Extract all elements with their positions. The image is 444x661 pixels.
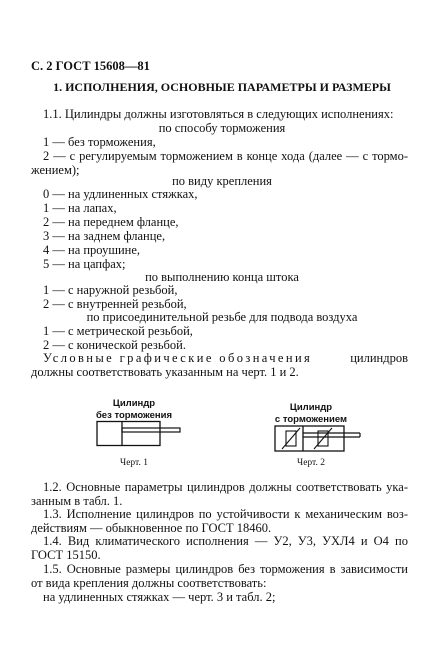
heading-by-rod-end: по выполнению конца штока bbox=[145, 270, 299, 284]
cylinder-with-braking-symbol bbox=[273, 424, 365, 454]
list-item: 2 — с внутренней резьбой, bbox=[43, 297, 187, 311]
list-item: 2 — с конической резьбой. bbox=[43, 338, 186, 352]
list-item: 1 — с метрической резьбой, bbox=[43, 324, 193, 338]
symbols-rest-text: цилиндров bbox=[350, 351, 408, 365]
section-title: 1. ИСПОЛНЕНИЯ, ОСНОВНЫЕ ПАРАМЕТРЫ И РАЗМЕРЫ bbox=[53, 80, 391, 94]
list-item: 5 — на цапфах; bbox=[43, 257, 126, 271]
heading-by-braking: по способу торможения bbox=[158, 121, 286, 135]
paragraph-1-3-cont: действиям — обыкновенное по ГОСТ 18460. bbox=[31, 521, 272, 535]
list-item: 1 — с наружной резьбой, bbox=[43, 283, 178, 297]
figure-2-caption: Цилиндр bbox=[289, 402, 333, 413]
figure-1-caption: Цилиндр bbox=[112, 398, 156, 409]
figure-2-label: Черт. 2 bbox=[297, 458, 325, 468]
list-item: 1 — на лапах, bbox=[43, 201, 117, 215]
list-item-continuation: жением); bbox=[31, 163, 80, 177]
page-header: С. 2 ГОСТ 15608—81 bbox=[31, 59, 150, 73]
paragraph-1-5: 1.5. Основные размеры цилиндров без торможения в зависимости bbox=[43, 562, 408, 576]
paragraph-1-4: 1.4. Вид климатического исполнения — У2, У3, УХЛ4 и О4 по bbox=[43, 534, 408, 548]
paragraph-1-2: 1.2. Основные параметры цилиндров должны соответствовать ука- bbox=[43, 480, 408, 494]
heading-by-mounting: по виду крепления bbox=[172, 174, 272, 188]
list-item: 4 — на проушине, bbox=[43, 243, 141, 257]
list-item: 2 — на переднем фланце, bbox=[43, 215, 179, 229]
list-item: 2 — с регулируемым торможением в конце хода (далее — с тормо- bbox=[43, 149, 408, 163]
paragraph-1-2-cont: занным в табл. 1. bbox=[31, 494, 123, 508]
figure-1-caption-sub: без торможения bbox=[95, 410, 173, 421]
paragraph-1-1: 1.1. Цилиндры должны изготовляться в следующих исполнениях: bbox=[43, 107, 394, 121]
symbols-paragraph-line2: должны соответствовать указанным на черт. 1 и 2. bbox=[31, 365, 299, 379]
paragraph-1-3: 1.3. Исполнение цилиндров по устойчивости к механическим воз- bbox=[43, 507, 408, 521]
figure-1-label: Черт. 1 bbox=[120, 458, 148, 468]
figure-2-caption-sub: с торможением bbox=[274, 414, 348, 425]
paragraph-1-4-cont: ГОСТ 15150. bbox=[31, 548, 101, 562]
paragraph-1-5-item: на удлиненных стяжках — черт. 3 и табл. 2; bbox=[43, 590, 276, 604]
paragraph-1-5-cont: от вида крепления должны соответствовать: bbox=[31, 576, 267, 590]
list-item: 0 — на удлиненных стяжках, bbox=[43, 187, 198, 201]
heading-by-air-thread: по присоединительной резьбе для подвода воздуха bbox=[86, 310, 358, 324]
cylinder-without-braking-symbol bbox=[94, 420, 184, 448]
list-item: 1 — без торможения, bbox=[43, 135, 156, 149]
list-item: 3 — на заднем фланце, bbox=[43, 229, 166, 243]
symbols-paragraph-line1 bbox=[43, 351, 408, 365]
symbols-spaced-text: Условные графические обозначения bbox=[43, 351, 313, 365]
